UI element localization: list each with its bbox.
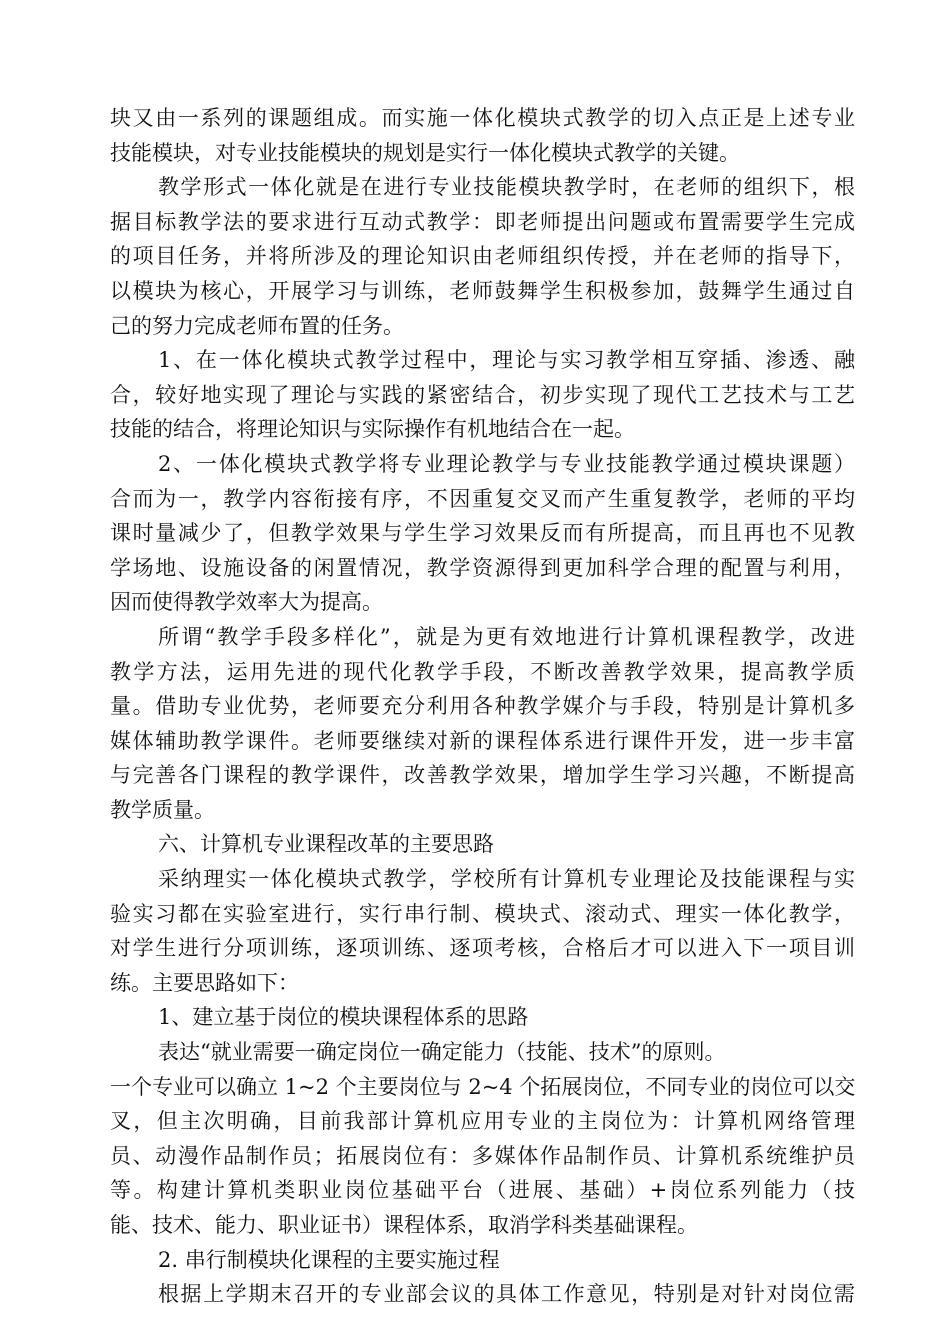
text-line: 教学形式一体化就是在进行专业技能模块教学时，在老师的组织下，根 [158,175,855,200]
paragraph-p2 [110,170,855,343]
paragraph-p8 [110,1000,855,1035]
paragraph-p10 [110,1070,855,1243]
text-line: 对学生进行分项训练，逐项训练、逐项考核，合格后才可以进入下一项目训 [110,936,855,961]
text-line: 因而使得教学效率大为提高。 [110,590,383,615]
text-line: 表达“就业需要一确定岗位一确定能力（技能、技术”的原则。 [158,1040,726,1065]
text-line: 合而为一，教学内容衔接有序，不因重复交叉而产生重复教学，老师的平均 [110,486,855,511]
text-line: 根据上学期末召开的专业部会议的具体工作意见，特别是对针对岗位需 [158,1282,855,1307]
text-line: 六、计算机专业课程改革的主要思路 [158,832,494,857]
paragraph-p9 [110,1035,855,1070]
text-line: 据目标教学法的要求进行互动式教学：即老师提出问题或布置需要学生完成 [110,209,855,234]
text-line: 量。借助专业优势，老师要充分利用各种教学媒介与手段，特别是计算机多 [110,694,855,719]
text-line: 所谓“教学手段多样化”，就是为更有效地进行计算机课程教学，改进 [158,624,855,649]
document-page [110,101,855,1312]
text-line: 课时量减少了，但教学效果与学生学习效果反而有所提高，而且再也不见教 [110,521,855,546]
text-line: 员、动漫作品制作员；拓展岗位有：多媒体作品制作员、计算机系统维护员 [110,1143,855,1168]
paragraph-p12 [110,1277,855,1312]
text-line: 块又由一系列的课题组成。而实施一体化模块式教学的切入点正是上述专业 [110,106,855,130]
text-line: 能、技术、能力、职业证书）课程体系，取消学科类基础课程。 [110,1213,698,1237]
paragraph-p5 [110,620,855,828]
text-line: 叉，但主次明确，目前我部计算机应用专业的主岗位为：计算机网络管理 [110,1109,855,1134]
text-line: 等。构建计算机类职业岗位基础平台（进展、基础）+岗位系列能力（技 [110,1178,855,1203]
paragraph-p3 [110,343,855,447]
text-line: 2、一体化模块式教学将专业理论教学与专业技能教学通过模块课题） [158,451,855,476]
text-line: 合，较好地实现了理论与实践的紧密结合，初步实现了现代工艺技术与工艺 [110,382,855,407]
text-line: 练。主要思路如下： [110,970,299,995]
text-line: 学场地、设施设备的闲置情况，教学资源得到更加科学合理的配置与利用， [110,555,855,580]
text-line: 1、建立基于岗位的模块课程体系的思路 [158,1005,529,1030]
paragraph-p11 [110,1243,855,1278]
text-line: 1、在一体化模块式教学过程中，理论与实习教学相互穿插、渗透、融 [158,348,855,373]
paragraph-p7 [110,862,855,1000]
text-line: 采纳理实一体化模块式教学，学校所有计算机专业理论及技能课程与实 [158,867,855,892]
text-line: 的项目任务，并将所涉及的理论知识由老师组织传授，并在老师的指导下， [110,244,855,269]
paragraph-p6 [110,827,855,862]
text-line: 一个专业可以确立 1~2 个主要岗位与 2~4 个拓展岗位，不同专业的岗位可以交 [110,1074,856,1099]
text-line: 己的努力完成老师布置的任务。 [110,313,404,338]
text-line: 验实习都在实验室进行，实行串行制、模块式、滚动式、理实一体化教学， [110,901,855,926]
text-line: 以模块为核心，开展学习与训练，老师鼓舞学生积极参加，鼓舞学生通过自 [110,278,855,303]
text-line: 2. 串行制模块化课程的主要实施过程 [158,1247,500,1272]
text-line: 媒体辅助教学课件。老师要继续对新的课程体系进行课件开发，进一步丰富 [110,728,855,753]
text-line: 技能模块，对专业技能模块的规划是实行一体化模块式教学的关键。 [110,140,740,165]
text-line: 技能的结合，将理论知识与实际操作有机地结合在一起。 [110,417,635,442]
text-line: 教学质量。 [110,797,215,822]
text-line: 教学方法，运用先进的现代化教学手段，不断改善教学效果，提高教学质 [110,659,855,684]
paragraph-p1 [110,101,855,170]
text-line: 与完善各门课程的教学课件，改善教学效果，增加学生学习兴趣，不断提高 [110,763,855,788]
paragraph-p4 [110,447,855,620]
